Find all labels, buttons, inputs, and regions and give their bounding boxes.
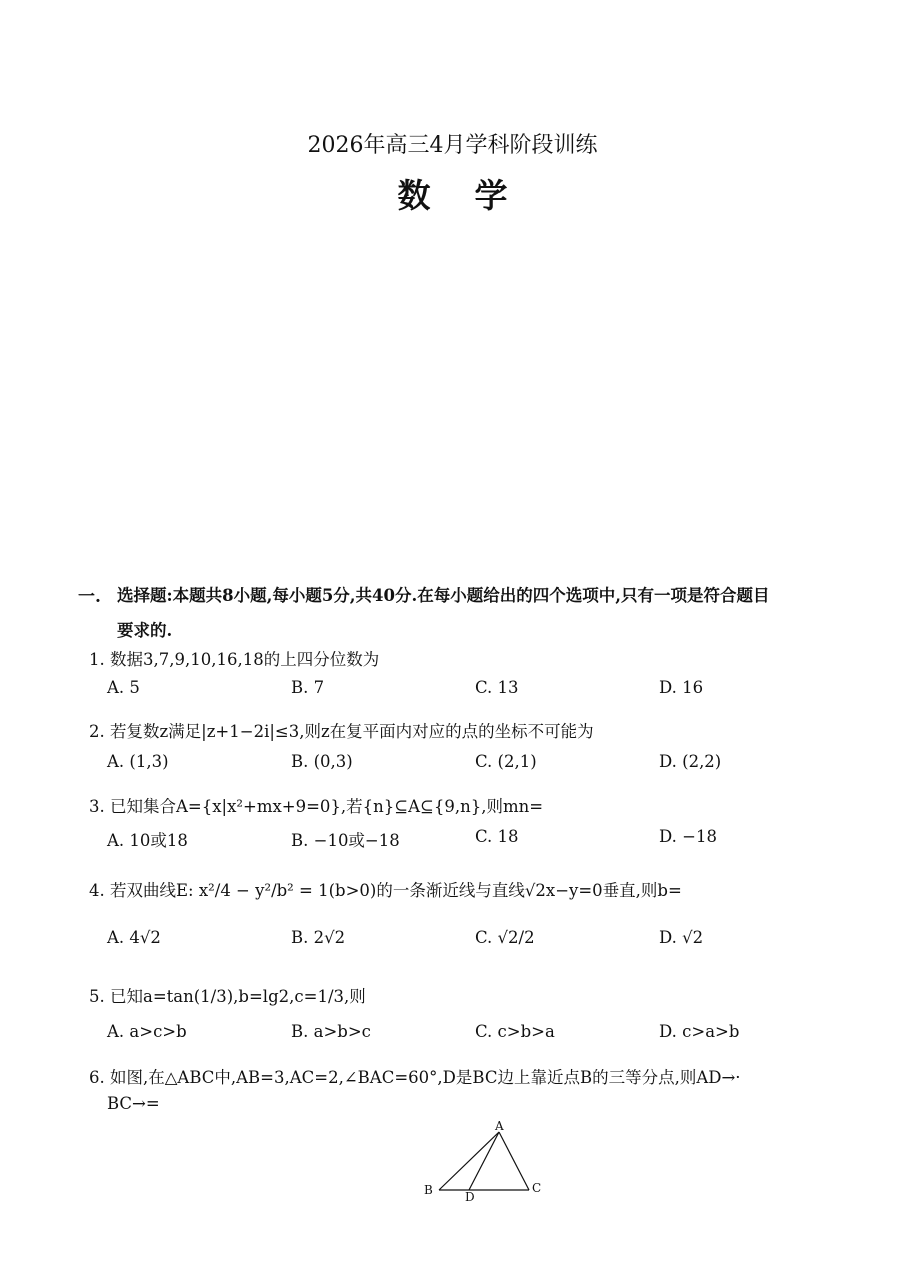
subject-title: 数学 (397, 176, 552, 215)
label-c: C (532, 1181, 542, 1195)
q5-option-a: A. a>c>b (107, 1022, 187, 1041)
question-6-stem-line2: BC→= (107, 1094, 160, 1113)
q5-option-c: C. c>b>a (475, 1022, 555, 1041)
label-d: D (465, 1190, 475, 1202)
q3-option-c: C. 18 (475, 827, 519, 846)
q4-option-d: D. √2 (659, 928, 704, 947)
q3-option-b: B. −10或−18 (291, 831, 400, 850)
q2-option-b: B. (0,3) (291, 752, 353, 771)
exam-title: 2026年高三4月学科阶段训练 (307, 133, 598, 158)
q2-option-d: D. (2,2) (659, 752, 722, 771)
question-5-stem: 5. 已知a=tan(1/3),b=lg2,c=1/3,则 (89, 987, 366, 1006)
question-4-stem: 4. 若双曲线E: x²/4 − y²/b² = 1(b>0)的一条渐近线与直线√2x−y=0垂直,则b= (89, 881, 682, 900)
q5-option-d: D. c>a>b (659, 1022, 740, 1041)
section-number: 一. (78, 587, 101, 607)
triangle-abc-figure (415, 1118, 555, 1202)
question-6-stem-line1: 6. 如图,在△ABC中,AB=3,AC=2,∠BAC=60°,D是BC边上靠近点B的三等分点,则AD→· (89, 1068, 741, 1087)
q1-option-b: B. 7 (291, 678, 325, 697)
q1-option-a: A. 5 (107, 678, 140, 697)
q2-option-c: C. (2,1) (475, 752, 537, 771)
label-b: B (424, 1183, 433, 1197)
question-3-stem: 3. 已知集合A={x|x²+mx+9=0},若{n}⊆A⊆{9,n},则mn= (89, 797, 544, 816)
segment-ad (469, 1132, 499, 1190)
question-1-stem: 1. 数据3,7,9,10,16,18的上四分位数为 (89, 650, 380, 669)
side-ac (499, 1132, 529, 1190)
q4-option-c: C. √2/2 (475, 928, 535, 947)
q3-option-d: D. −18 (659, 827, 717, 846)
q4-option-b: B. 2√2 (291, 928, 346, 947)
q1-option-d: D. 16 (659, 678, 704, 697)
label-a: A (495, 1119, 504, 1133)
side-ab (439, 1132, 499, 1190)
q3-option-a: A. 10或18 (107, 831, 188, 850)
section-instruction-line2: 要求的. (117, 621, 173, 640)
question-2-stem: 2. 若复数z满足|z+1−2i|≤3,则z在复平面内对应的点的坐标不可能为 (89, 722, 594, 741)
section-instruction-line1: 选择题:本题共8小题,每小题5分,共40分.在每小题给出的四个选项中,只有一项是符合题目 (117, 586, 770, 605)
q1-option-c: C. 13 (475, 678, 519, 697)
q2-option-a: A. (1,3) (107, 752, 169, 771)
q5-option-b: B. a>b>c (291, 1022, 371, 1041)
q4-option-a: A. 4√2 (107, 928, 161, 947)
